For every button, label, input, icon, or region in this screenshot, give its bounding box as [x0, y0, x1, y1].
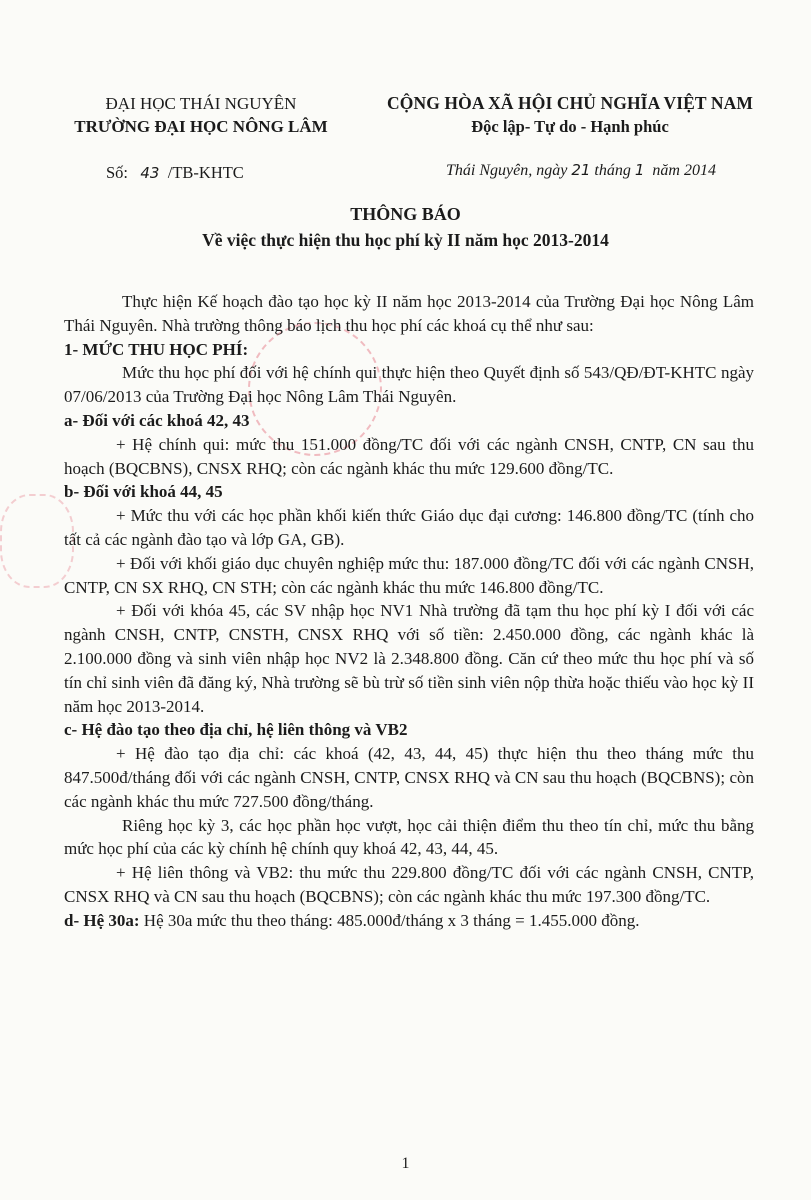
nation-name: CỘNG HÒA XÃ HỘI CHỦ NGHĨA VIỆT NAM: [387, 93, 753, 113]
section-d: [64, 909, 754, 933]
date-year: năm 2014: [652, 162, 716, 179]
nation-header: [360, 92, 780, 138]
document-date: [446, 161, 716, 180]
document-subtitle: Về việc thực hiện thu học phí kỳ II năm học 2013-2014: [202, 230, 609, 250]
section-d-heading: d- Hệ 30a:: [64, 910, 140, 930]
date-day: 21: [571, 161, 591, 179]
org-parent-name: ĐẠI HỌC THÁI NGUYÊN: [105, 94, 297, 113]
page-number: 1: [401, 1155, 410, 1172]
faint-stamp-mark: [0, 494, 74, 588]
section-a-heading: a- Đối với các khoá 42, 43: [64, 410, 250, 430]
number-suffix: /TB-KHTC: [167, 163, 244, 182]
date-month-label: tháng: [594, 162, 631, 179]
nation-motto: Độc lập- Tự do - Hạnh phúc: [471, 117, 669, 136]
section-1-text: Mức thu học phí đối với hệ chính qui thực hiện theo Quyết định số 543/QĐ/ĐT-KHTC ngày 07/06/2013 của Trường Đại học Nông Lâm Thái Nguyên.: [64, 363, 754, 407]
section-1-heading: 1- MỨC THU HỌC PHÍ:: [64, 339, 249, 359]
org-school-name: TRƯỜNG ĐẠI HỌC NÔNG LÂM: [74, 117, 328, 136]
intro-paragraph: Thực hiện Kế hoạch đào tạo học kỳ II năm học 2013-2014 của Trường Đại học Nông Lâm Thái Nguyên. Nhà trường thông báo lịch thu học phí các khoá cụ thể như sau:: [64, 292, 754, 335]
org-header: [56, 92, 346, 138]
section-b-text-3: + Đối với khóa 45, các SV nhập học NV1 Nhà trường đã tạm thu học phí kỳ I đối với các ngành CNSH, CNTP, CNSTH, CNSX RHQ với số tiền: 2.450.000 đồng, các ngành khác là 2.100.000 đồng và sinh viên nhập học NV2 là 2.348.800 đồng. Căn cứ theo mức thu học phí và số tín chỉ sinh viên đã đăng ký, Nhà trường sẽ bù trừ số tiền sinh viên nộp thừa hoặc thiếu vào học kỳ II năm học 2013-2014.: [64, 601, 754, 716]
document-number: [106, 163, 244, 183]
number-handwritten: 43: [140, 164, 160, 182]
section-d-text: Hệ 30a mức thu theo tháng: 485.000đ/tháng x 3 tháng = 1.455.000 đồng.: [143, 910, 640, 930]
section-b-heading: b- Đối với khoá 44, 45: [64, 482, 223, 502]
section-c-text-2: Riêng học kỳ 3, các học phần học vượt, học cải thiện điểm thu theo tín chỉ, mức thu bằng mức học phí của các kỳ chính hệ chính quy khoá 42, 43, 44, 45.: [64, 815, 754, 859]
date-month: 1: [634, 161, 645, 179]
number-prefix: Số:: [106, 163, 129, 182]
section-b-text-1: + Mức thu với các học phần khối kiến thức Giáo dục đại cương: 146.800 đồng/TC (tính cho tất cả các ngành đào tạo và lớp GA, GB).: [64, 506, 754, 549]
section-b-text-2: + Đối với khối giáo dục chuyên nghiệp mức thu: 187.000 đồng/TC đối với các ngành CNSH, CNTP, CN SX RHQ, CN STH; còn các ngành khác thu mức 146.800 đồng/TC.: [64, 553, 754, 597]
section-c-heading: c- Hệ đào tạo theo địa chỉ, hệ liên thông và VB2: [64, 720, 408, 740]
section-c-text-3: + Hệ liên thông và VB2: thu mức thu 229.800 đồng/TC đối với các ngành CNSH, CNTP, CNSX RHQ và CN sau thu hoạch (BQCBNS); còn các ngành khác thu mức 197.300 đồng/TC.: [64, 863, 754, 906]
document-body: [64, 290, 754, 933]
document-title: THÔNG BÁO: [350, 204, 461, 224]
date-prefix: Thái Nguyên, ngày: [446, 162, 568, 179]
section-a-text: + Hệ chính qui: mức thu 151.000 đồng/TC đối với các ngành CNSH, CNTP, CN sau thu hoạch (BQCBNS), CNSX RHQ; còn các ngành khác thu mức 129.600 đồng/TC.: [64, 434, 754, 478]
section-c-text-1: + Hệ đào tạo địa chỉ: các khoá (42, 43, 44, 45) thực hiện thu theo tháng mức thu 847.500đ/tháng đối với các ngành CNSH, CNTP, CNSX RHQ và CN sau thu hoạch (BQCBNS); còn các ngành khác thu mức 727.500 đồng/tháng.: [64, 744, 754, 811]
